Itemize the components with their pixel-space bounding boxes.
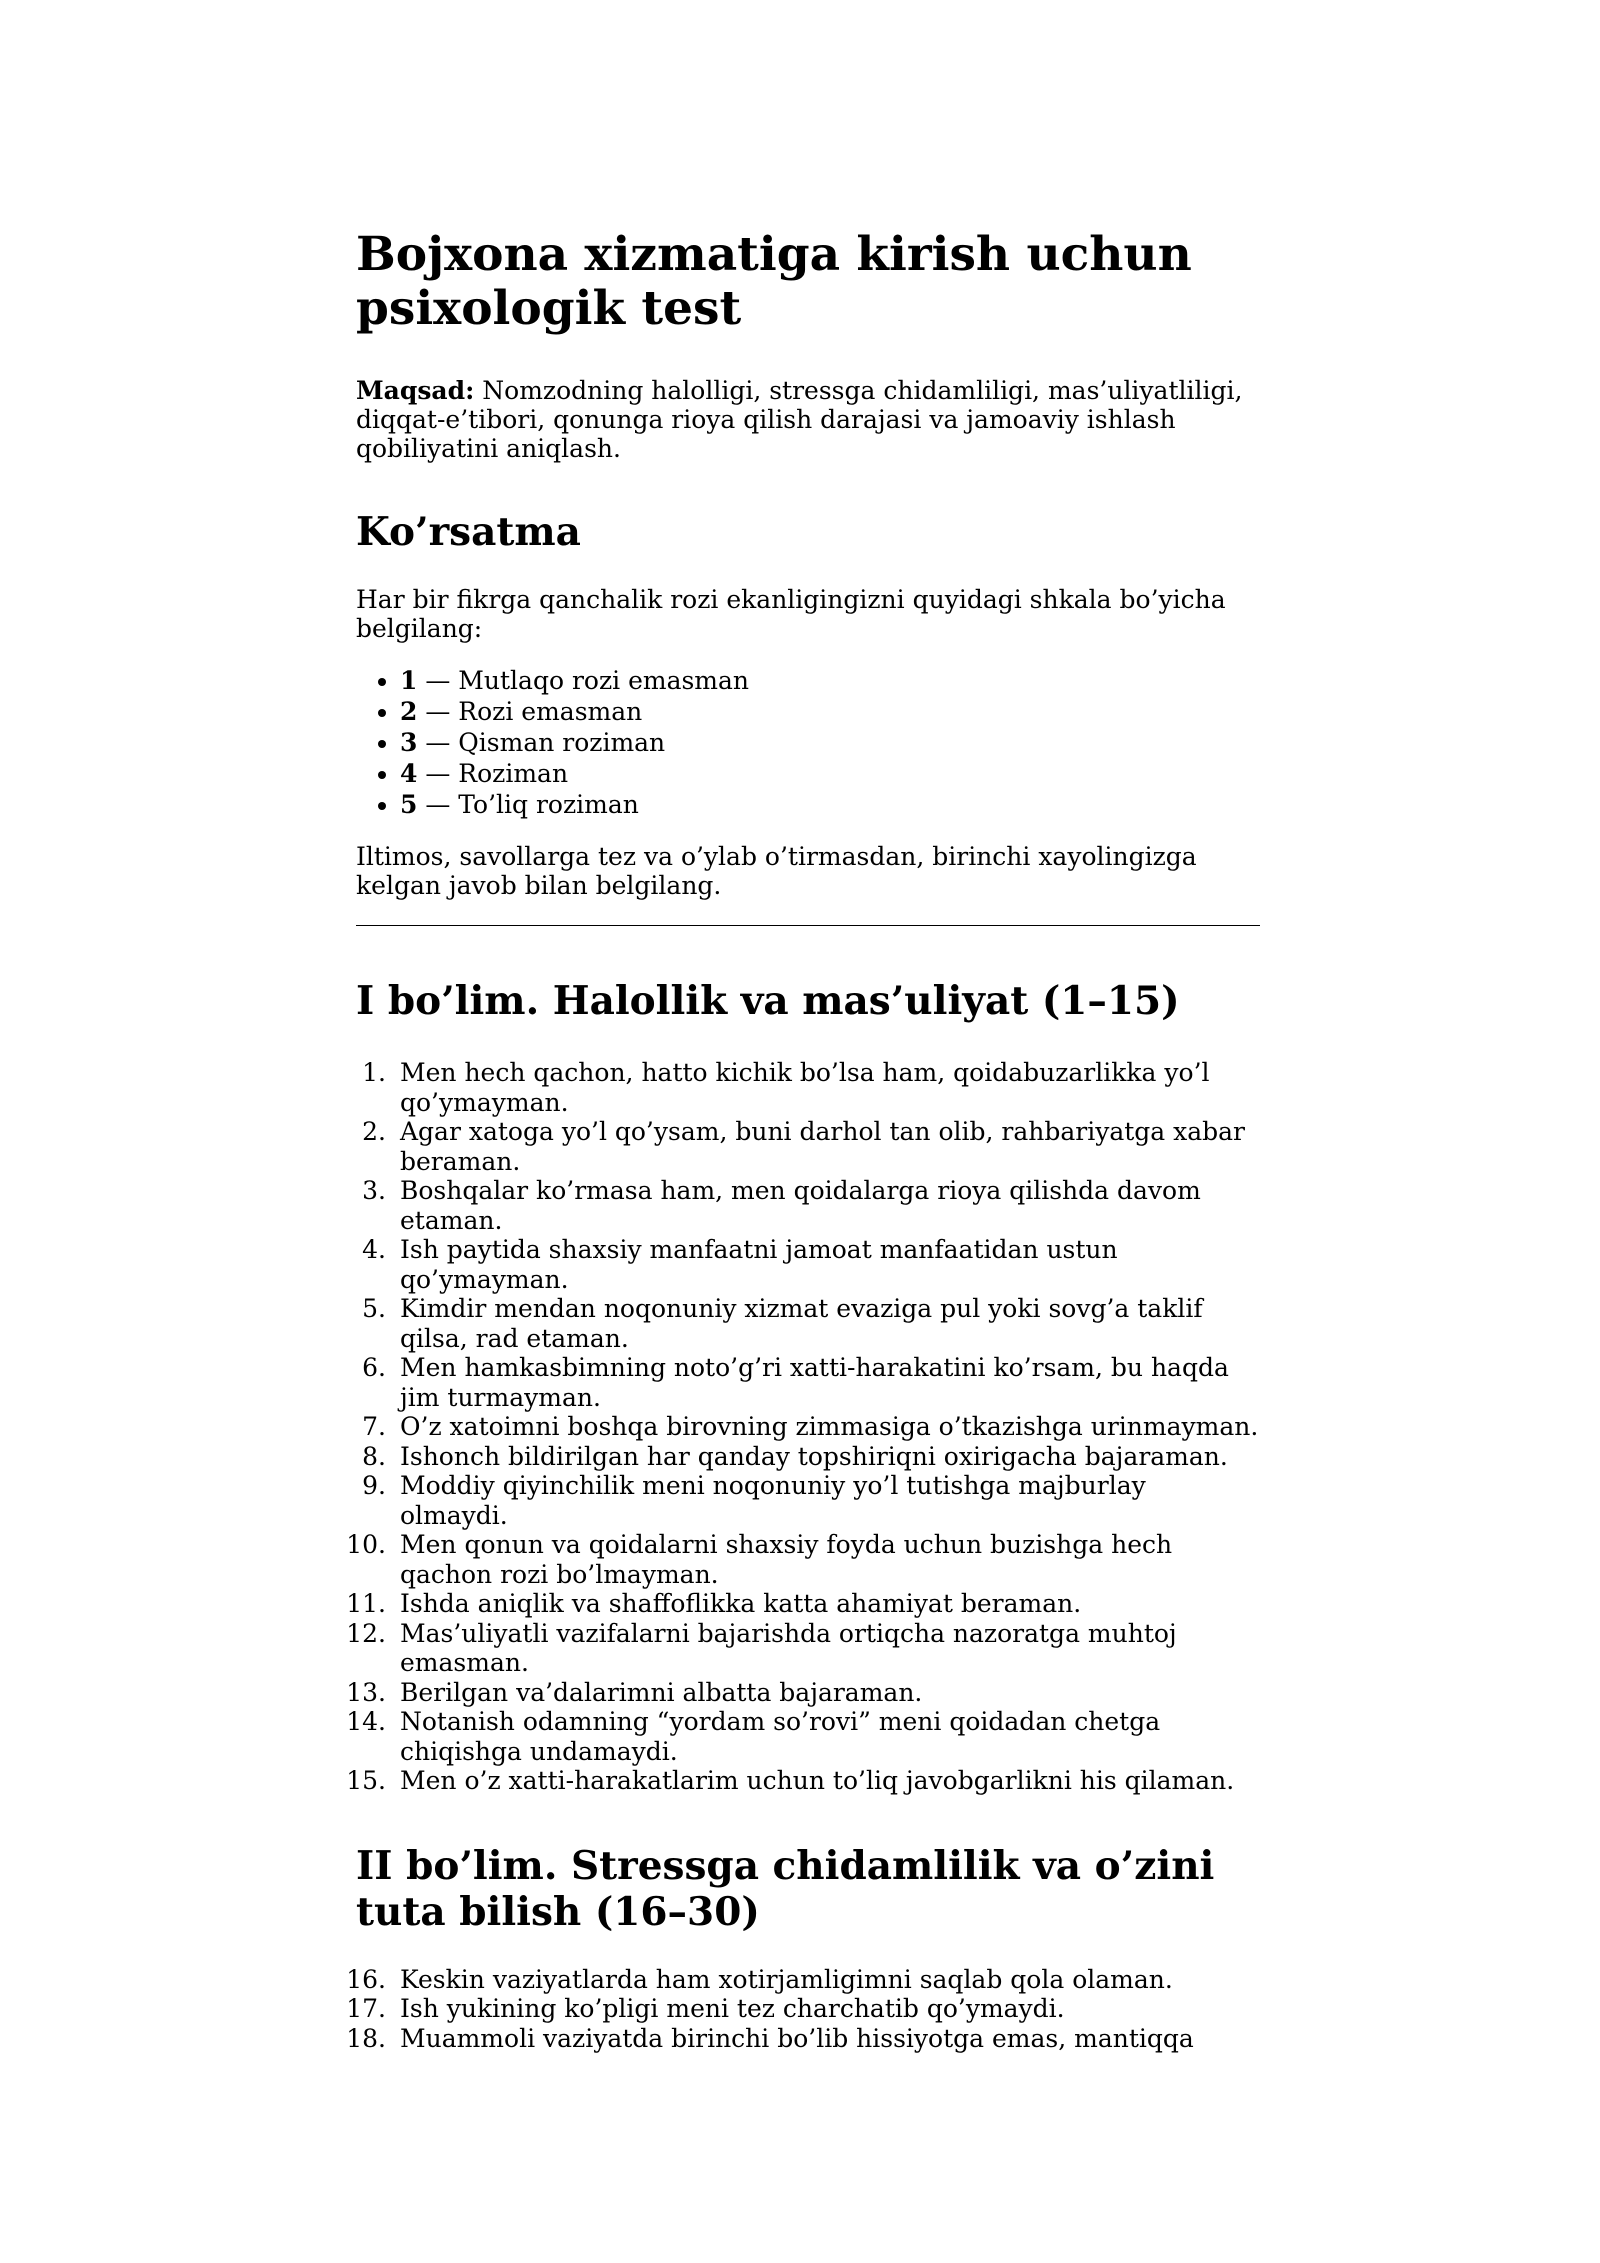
question-text: Men qonun va qoidalarni shaxsiy foyda uchun buzishga hech qachon rozi bo’lmayman. bbox=[400, 1530, 1173, 1589]
question-number: 3. bbox=[362, 1176, 386, 1205]
question-item bbox=[356, 1353, 1260, 1412]
question-item bbox=[346, 2023, 1260, 2054]
scale-label: — Roziman bbox=[417, 759, 569, 788]
question-text: Agar xatoga yo’l qo’ysam, buni darhol tan olib, rahbariyatga xabar beraman. bbox=[400, 1117, 1245, 1176]
question-number: 17. bbox=[346, 1994, 386, 2023]
question-item bbox=[356, 1294, 1260, 1353]
question-item bbox=[346, 1530, 1260, 1589]
scale-item bbox=[400, 758, 1260, 789]
question-text: Men hech qachon, hatto kichik bo’lsa ham, qoidabuzarlikka yo’l qo’ymayman. bbox=[400, 1058, 1210, 1117]
question-text: Berilgan va’dalarimni albatta bajaraman. bbox=[400, 1677, 923, 1707]
question-number: 5. bbox=[362, 1294, 386, 1323]
question-item bbox=[356, 1058, 1260, 1117]
scale-label: — Mutlaqo rozi emasman bbox=[417, 666, 750, 695]
scale-label: — Qisman roziman bbox=[417, 728, 666, 757]
scale-item bbox=[400, 696, 1260, 727]
scale-item bbox=[400, 789, 1260, 820]
scale-value: 5 bbox=[400, 790, 418, 819]
question-number: 1. bbox=[362, 1058, 386, 1087]
question-list-section-2 bbox=[346, 1964, 1260, 2054]
question-text: O’z xatoimni boshqa birovning zimmasiga o’tkazishga urinmayman. bbox=[400, 1412, 1259, 1441]
question-text: Notanish odamning “yordam so’rovi” meni qoidadan chetga chiqishga undamaydi. bbox=[400, 1707, 1161, 1766]
question-number: 9. bbox=[362, 1471, 386, 1500]
scale-value: 3 bbox=[400, 728, 418, 757]
purpose-label: Maqsad: bbox=[356, 376, 475, 405]
question-number: 13. bbox=[346, 1677, 386, 1707]
question-item bbox=[356, 1442, 1260, 1472]
question-number: 8. bbox=[362, 1441, 386, 1471]
scale-item bbox=[400, 665, 1260, 696]
section-heading-2: II bo’lim. Stressga chidamlilik va o’zini tuta bilish (16–30) bbox=[356, 1842, 1215, 1935]
page-title: Bojxona xizmatiga kirish uchun psixologik test bbox=[356, 227, 1192, 336]
scale-label: — To’liq roziman bbox=[417, 790, 639, 819]
section-heading-1: I bo’lim. Halollik va mas’uliyat (1–15) bbox=[356, 978, 1180, 1024]
section-divider bbox=[356, 925, 1260, 926]
question-text: Men hamkasbimning noto’g’ri xatti-harakatini ko’rsam, bu haqda jim turmayman. bbox=[400, 1353, 1229, 1412]
document-page bbox=[346, 227, 1260, 2100]
instructions-note: Iltimos, savollarga tez va o’ylab o’tirmasdan, birinchi xayolingizga kelgan javob bilan belgilang. bbox=[356, 842, 1197, 900]
scale-item bbox=[400, 727, 1260, 758]
question-item bbox=[346, 1677, 1260, 1708]
question-text: Kimdir mendan noqonuniy xizmat evaziga pul yoki sovg’a taklif qilsa, rad etaman. bbox=[400, 1294, 1203, 1353]
question-number: 10. bbox=[346, 1530, 386, 1559]
question-number: 4. bbox=[362, 1235, 386, 1264]
question-text: Ish yukining ko’pligi meni tez charchatib qo’ymaydi. bbox=[400, 1994, 1065, 2023]
purpose-text: Nomzodning halolligi, stressga chidamliligi, mas’uliyatliligi, diqqat-e’tibori, qonunga rioya qilish darajasi va jamoaviy ishlash qobiliyatini aniqlash. bbox=[356, 376, 1243, 463]
question-number: 15. bbox=[346, 1766, 386, 1795]
question-text: Keskin vaziyatlarda ham xotirjamligimni saqlab qola olaman. bbox=[400, 1964, 1173, 1994]
question-item bbox=[346, 1618, 1260, 1678]
question-text: Men o’z xatti-harakatlarim uchun to’liq javobgarlikni his qilaman. bbox=[400, 1766, 1235, 1795]
instructions-text: Har bir fikrga qanchalik rozi ekanligingizni quyidagi shkala bo’yicha belgilang: bbox=[356, 585, 1226, 643]
question-text: Boshqalar ko’rmasa ham, men qoidalarga rioya qilishda davom etaman. bbox=[400, 1176, 1201, 1235]
question-text: Mas’uliyatli vazifalarni bajarishda ortiqcha nazoratga muhtoj emasman. bbox=[400, 1618, 1177, 1677]
question-item bbox=[356, 1412, 1260, 1442]
question-item bbox=[346, 1964, 1260, 1995]
scale-label: — Rozi emasman bbox=[417, 697, 643, 726]
question-item bbox=[356, 1235, 1260, 1294]
instructions-heading: Ko’rsatma bbox=[356, 509, 581, 555]
question-text: Ish paytida shaxsiy manfaatni jamoat manfaatidan ustun qo’ymayman. bbox=[400, 1235, 1118, 1294]
question-item bbox=[346, 1766, 1260, 1796]
question-text: Ishonch bildirilgan har qanday topshiriqni oxirigacha bajaraman. bbox=[400, 1441, 1228, 1471]
question-item bbox=[346, 1589, 1260, 1619]
scale-value: 1 bbox=[400, 666, 418, 695]
question-text: Moddiy qiyinchilik meni noqonuniy yo’l tutishga majburlay olmaydi. bbox=[400, 1471, 1146, 1530]
question-text: Ishda aniqlik va shaffoflikka katta ahamiyat beraman. bbox=[400, 1589, 1082, 1618]
question-number: 11. bbox=[346, 1589, 386, 1618]
question-number: 2. bbox=[362, 1117, 386, 1146]
question-item bbox=[356, 1176, 1260, 1235]
question-number: 12. bbox=[346, 1618, 386, 1648]
question-text: Muammoli vaziyatda birinchi bo’lib hissiyotga emas, mantiqqa bbox=[400, 2023, 1194, 2053]
scale-value: 4 bbox=[400, 759, 418, 788]
question-item bbox=[356, 1471, 1260, 1530]
question-number: 16. bbox=[346, 1964, 386, 1994]
question-list-section-1 bbox=[346, 1058, 1260, 1796]
scale-value: 2 bbox=[400, 697, 418, 726]
rating-scale-list bbox=[356, 665, 1260, 820]
question-item bbox=[346, 1994, 1260, 2024]
question-number: 7. bbox=[362, 1412, 386, 1441]
question-number: 18. bbox=[346, 2023, 386, 2053]
question-item bbox=[346, 1707, 1260, 1766]
question-item bbox=[356, 1117, 1260, 1176]
question-number: 6. bbox=[362, 1353, 386, 1382]
question-number: 14. bbox=[346, 1707, 386, 1736]
purpose-paragraph bbox=[356, 376, 1260, 463]
